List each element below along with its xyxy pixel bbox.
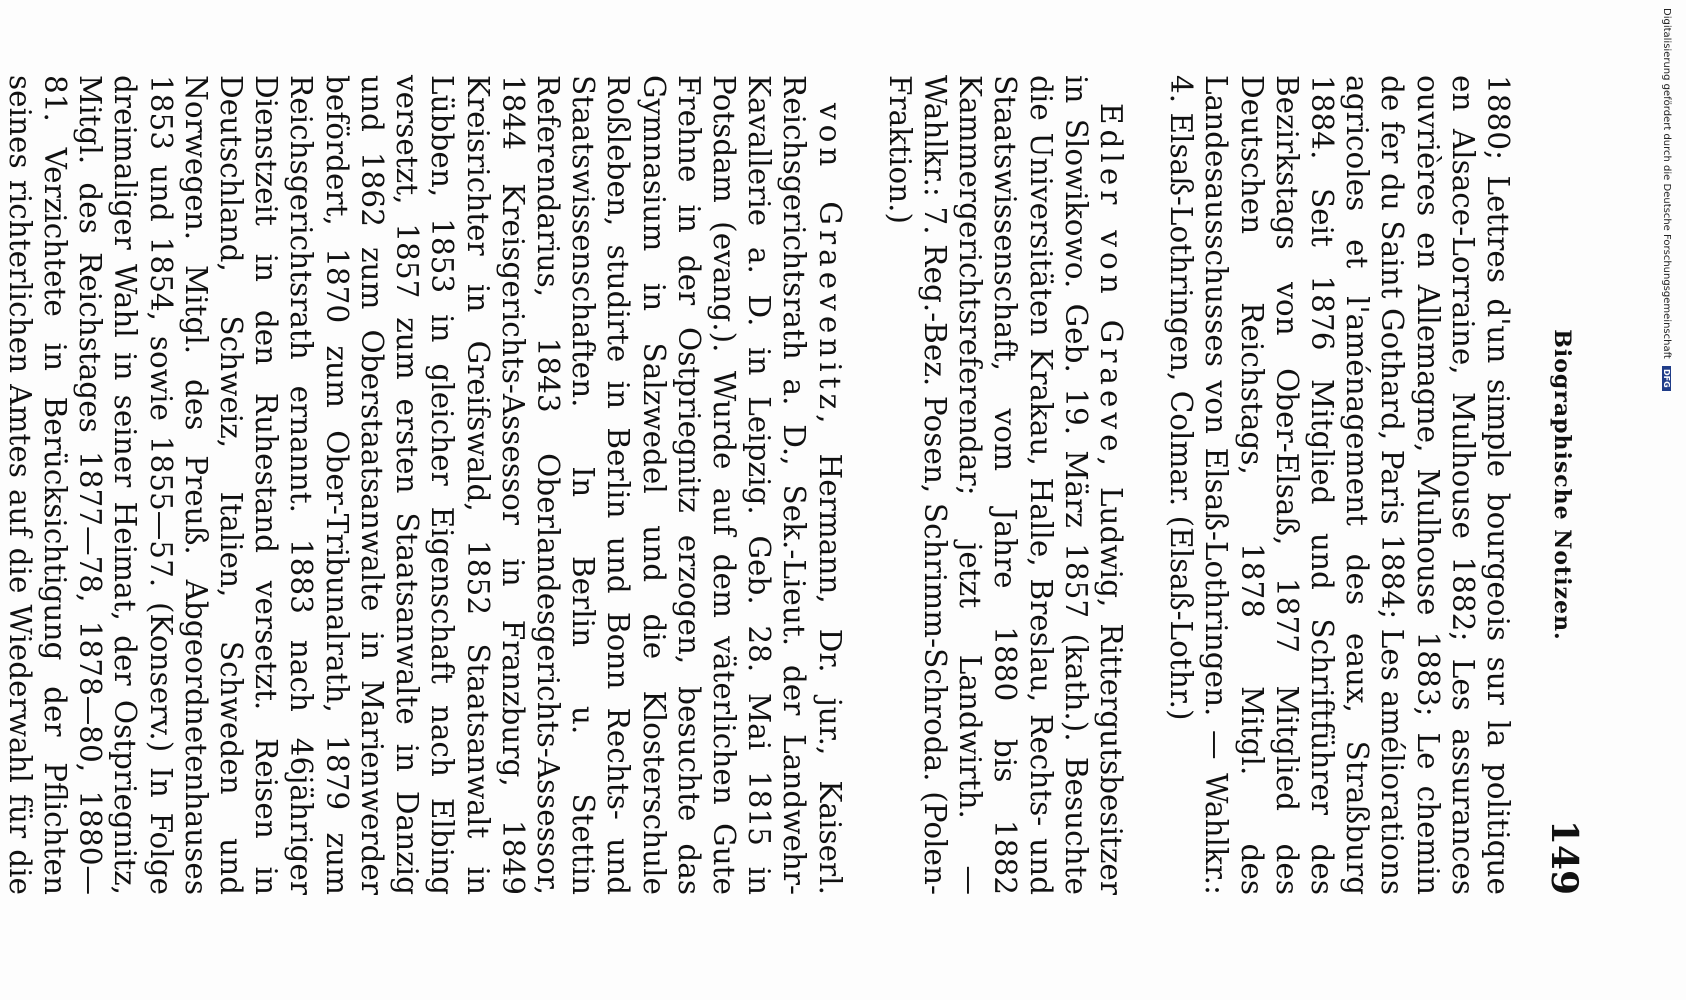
page-header bbox=[1535, 75, 1595, 895]
entry-graevenitz bbox=[0, 75, 847, 895]
entry-text: Hermann, Dr. jur., Kaiserl. Reichsgerichtsrath a. D., Sek.-Lieut. der Landwehr-Kavallerie a. D. in Leipzig. Geb. 28. Mai 1815 in Potsdam (evang.). Wurde auf dem väterlichen Gute Frehne in der Ostpriegnitz erzogen, besuchte das Gymnasium in Salzwedel und die Klosterschule Roßleben, studirte in Berlin und Bonn Rechts- und Staatswissenschaften. In Berlin u. Stettin Referendarius, 1843 Oberlandesgerichts-Assessor, 1844 Kreisgerichts-Assessor in Franzburg, 1849 Kreisrichter in Greifswald, 1852 Staatsanwalt in Lübben, 1853 in gleicher Eigenschaft nach Elbing versetzt, 1857 zum ersten Staatsanwalte in Danzig und 1862 zum Oberstaatsanwalte in Marienwerder befördert, 1870 zum Ober-Tribunalrath, 1879 zum Reichsgerichtsrath ernannt. 1883 nach 46jähriger Dienstzeit in den Ruhestand versetzt. Reisen in Deutschland, Schweiz, Italien, Schweden und Norwegen. Mitgl. des Preuß. Abgeordnetenhauses 1853 und 1854, sowie 1855—57. (Konserv.) In Folge dreimaliger Wahl in seiner Heimat, der Ostpriegnitz, Mitgl. des Reichstages 1877—78, 1878—80, 1880—81. Verzichtete in Berücksichtigung der Pflichten seines richterlichen Amtes auf die Wiederwahl für die bbox=[2, 75, 847, 895]
entry-name: Edler von Graeve, bbox=[1093, 103, 1128, 471]
digitization-text: Digitalisierung gefördert durch die Deutsche Forschungsgemeinschaft bbox=[1661, 8, 1672, 359]
dfg-logo: DFG bbox=[1662, 366, 1671, 391]
running-head: Biographische Notizen. bbox=[1549, 329, 1575, 641]
book-page bbox=[2, 75, 1595, 895]
page-body bbox=[0, 75, 1515, 895]
page-number: 149 bbox=[1543, 819, 1585, 895]
entry-text: Ludwig, Rittergutsbesitzer in Slowikowo. Geb. 19. März 1857 (kath.). Besuchte die Universitäten Krakau, Halle, Breslau, Rechts- und Staatswissenschaft, vom Jahre 1880 bis 1882 Kammergerichtsreferendar; jetzt Landwirth. — Wahlkr.: 7. Reg.-Bez. Posen, Schrimm-Schroda. (Polen-Fraktion.) bbox=[882, 75, 1128, 895]
entry-name: von Graevenitz, bbox=[812, 103, 847, 429]
entry-graeve bbox=[882, 75, 1128, 895]
digitization-note bbox=[1658, 8, 1672, 988]
paragraph-continuation: 1880; Lettres d'un simple bourgeois sur la politique en Alsace-Lorraine, Mulhouse 1882; Les assurances ouvrières en Allemagne, Mulhouse 1883; Le chemin de fer du Saint Gothard, Paris 1884; Les améliorations agricoles et l'aménagement des eaux, Straßburg 1884. Seit 1876 Mitglied und Schriftführer des Bezirkstags von Ober-Elsaß, 1877 Mitglied des Deutschen Reichstags, 1878 Mitgl. des Landesausschusses von Elsaß-Lothringen. — Wahlkr.: 4. Elsaß-Lothringen, Colmar. (Elsaß-Lothr.) bbox=[1164, 75, 1515, 895]
